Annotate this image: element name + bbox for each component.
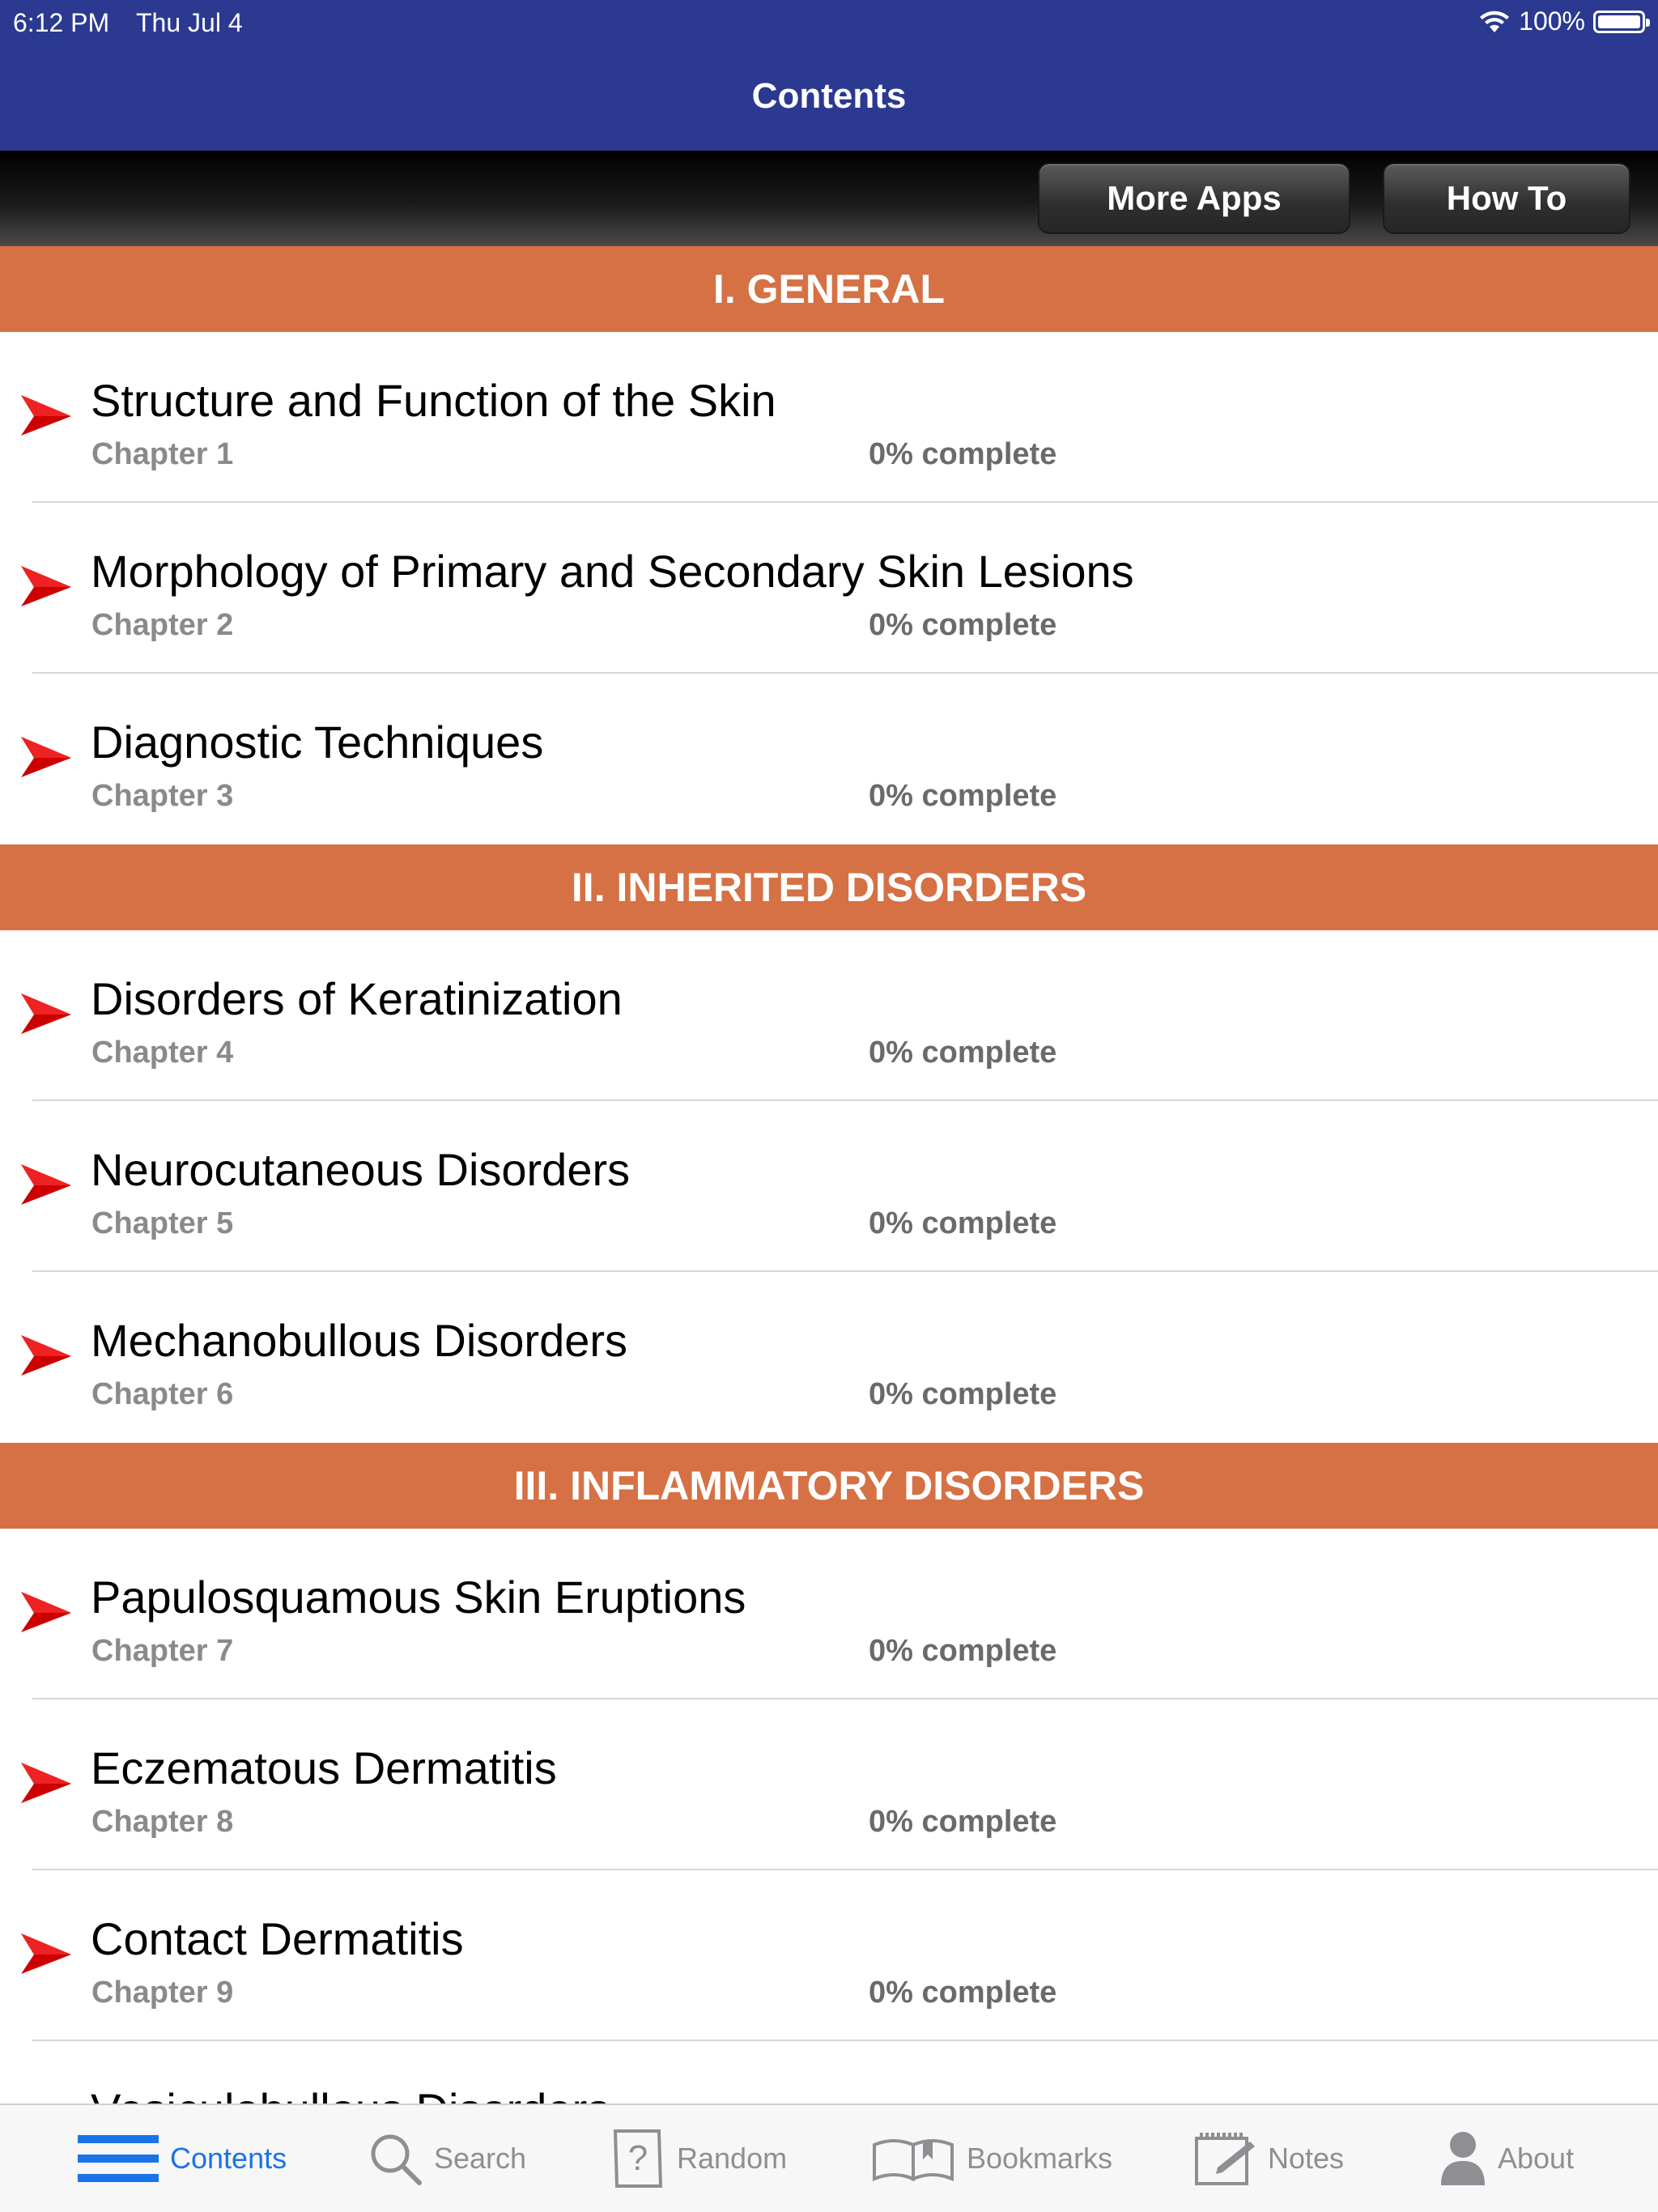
chapter-progress: 0% complete bbox=[869, 1377, 1057, 1411]
tab-random[interactable] bbox=[610, 2105, 787, 2212]
svg-text:?: ? bbox=[627, 2138, 648, 2178]
chapter-row[interactable] bbox=[0, 1272, 1658, 1443]
chevron-right-icon bbox=[18, 1330, 73, 1379]
chevron-right-icon bbox=[18, 390, 73, 439]
chapter-progress: 0% complete bbox=[869, 1036, 1057, 1070]
book-icon bbox=[871, 2135, 955, 2182]
chapter-progress: 0% complete bbox=[869, 779, 1057, 813]
chapter-number: Chapter 3 bbox=[91, 779, 234, 813]
chapter-title: Diagnostic Techniques bbox=[91, 717, 544, 768]
section-header: III. INFLAMMATORY DISORDERS bbox=[0, 1443, 1658, 1529]
chevron-right-icon bbox=[18, 1929, 73, 1977]
battery-percentage: 100% bbox=[1519, 6, 1585, 36]
tab-bookmarks[interactable] bbox=[871, 2105, 1112, 2212]
tab-about[interactable] bbox=[1439, 2105, 1574, 2212]
chapter-number: Chapter 2 bbox=[91, 608, 234, 642]
chapter-title: Structure and Function of the Skin bbox=[91, 375, 776, 426]
chapter-progress: 0% complete bbox=[869, 608, 1057, 642]
person-icon bbox=[1439, 2130, 1486, 2187]
chapter-progress: 0% complete bbox=[869, 1634, 1057, 1668]
chevron-right-icon bbox=[18, 989, 73, 1037]
chapter-row[interactable] bbox=[0, 674, 1658, 844]
how-to-button[interactable]: How To bbox=[1383, 163, 1630, 234]
chapter-number: Chapter 6 bbox=[91, 1377, 234, 1411]
chapter-title: Neurocutaneous Disorders bbox=[91, 1144, 631, 1195]
tab-label: Bookmarks bbox=[967, 2142, 1113, 2175]
chapter-title: Contact Dermatitis bbox=[91, 1913, 464, 1964]
tab-label: Search bbox=[434, 2142, 527, 2175]
tab-label: Random bbox=[677, 2142, 788, 2175]
chevron-right-icon bbox=[18, 1159, 73, 1208]
page-title: Contents bbox=[751, 76, 907, 116]
tab-contents[interactable] bbox=[78, 2105, 287, 2212]
navigation-bar bbox=[0, 0, 1658, 151]
status-indicators bbox=[1478, 6, 1645, 36]
section-header: I. GENERAL bbox=[0, 246, 1658, 332]
chapter-row[interactable] bbox=[0, 332, 1658, 503]
notepad-icon bbox=[1193, 2130, 1256, 2187]
battery-icon bbox=[1593, 11, 1645, 33]
tab-label: Contents bbox=[170, 2142, 287, 2175]
list-icon bbox=[78, 2133, 159, 2184]
chapter-number: Chapter 4 bbox=[91, 1036, 234, 1070]
chevron-right-icon bbox=[18, 561, 73, 610]
chapter-row[interactable] bbox=[0, 503, 1658, 674]
question-card-icon bbox=[610, 2128, 665, 2189]
chapter-row[interactable] bbox=[0, 1529, 1658, 1699]
search-icon bbox=[368, 2131, 423, 2186]
more-apps-button[interactable]: More Apps bbox=[1038, 163, 1350, 234]
chevron-right-icon bbox=[18, 1587, 73, 1636]
chevron-right-icon bbox=[18, 732, 73, 781]
tab-label: Notes bbox=[1268, 2142, 1345, 2175]
chapter-progress: 0% complete bbox=[869, 1976, 1057, 2010]
chevron-right-icon bbox=[18, 1758, 73, 1806]
chapter-number: Chapter 1 bbox=[91, 437, 234, 471]
chapter-row[interactable] bbox=[0, 1699, 1658, 1870]
status-date: Thu Jul 4 bbox=[136, 8, 243, 37]
chapter-number: Chapter 5 bbox=[91, 1206, 234, 1240]
chapter-progress: 0% complete bbox=[869, 1206, 1057, 1240]
status-time: 6:12 PM bbox=[13, 8, 110, 37]
chapter-row[interactable] bbox=[0, 930, 1658, 1101]
tab-bar bbox=[0, 2104, 1658, 2212]
tab-notes[interactable] bbox=[1193, 2105, 1344, 2212]
wifi-icon bbox=[1478, 10, 1511, 34]
toolbar bbox=[0, 151, 1658, 246]
chapter-title: Mechanobullous Disorders bbox=[91, 1315, 628, 1366]
chapter-title: Morphology of Primary and Secondary Skin Lesions bbox=[91, 546, 1134, 597]
chapter-title: Disorders of Keratinization bbox=[91, 973, 623, 1024]
tab-search[interactable] bbox=[368, 2105, 526, 2212]
chapter-row[interactable] bbox=[0, 1870, 1658, 2041]
chapter-progress: 0% complete bbox=[869, 1805, 1057, 1839]
chapter-title: Eczematous Dermatitis bbox=[91, 1742, 557, 1793]
tab-label: About bbox=[1498, 2142, 1575, 2175]
section-header: II. INHERITED DISORDERS bbox=[0, 844, 1658, 930]
contents-list[interactable] bbox=[0, 246, 1658, 2104]
chapter-number: Chapter 7 bbox=[91, 1634, 234, 1668]
chapter-number: Chapter 9 bbox=[91, 1976, 234, 2010]
chapter-title: Papulosquamous Skin Eruptions bbox=[91, 1572, 746, 1623]
chapter-row[interactable] bbox=[0, 1101, 1658, 1272]
chapter-number: Chapter 8 bbox=[91, 1805, 234, 1839]
chapter-progress: 0% complete bbox=[869, 437, 1057, 471]
